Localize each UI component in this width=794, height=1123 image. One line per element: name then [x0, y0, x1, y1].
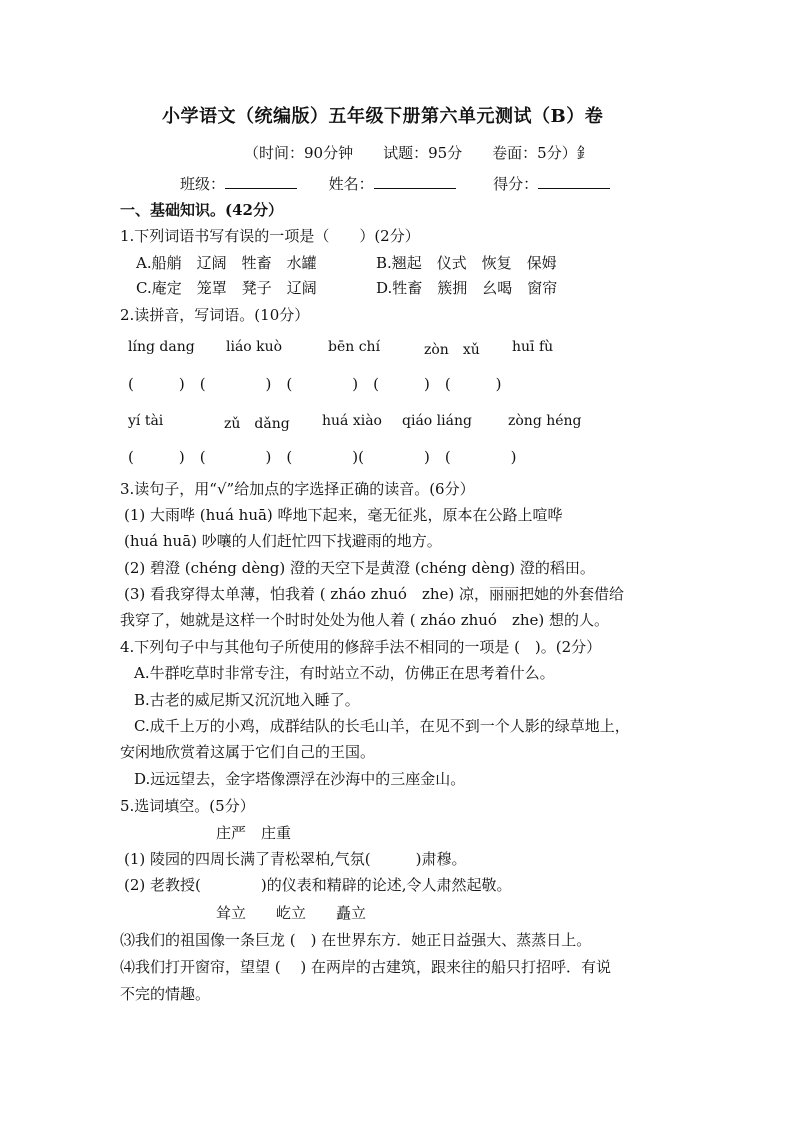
q5-line: ⑶我们的祖国像一条巨龙 ( ) 在世界东方．她正日益强大、蒸蒸日上。: [120, 931, 592, 949]
q4-option-c: C.成千上万的小鸡，成群结队的长毛山羊，在见不到一个人影的绿草地上，: [134, 717, 630, 735]
q1-option-c: C.庵定 笼罩 凳子 辽阔: [136, 279, 317, 297]
pinyin-6: yí tài: [128, 413, 164, 429]
q3-line: 我穿了，她就是这样一个时时处处为他人着 ( zháo zhuó zhe) 想的人。: [120, 611, 610, 629]
score-blank[interactable]: [538, 174, 610, 189]
pinyin-3: bēn chí: [328, 339, 381, 355]
q4-option-a: A.牛群吃草时非常专注，有时站立不动，仿佛正在思考着什么。: [134, 664, 555, 682]
q4-option-c-cont: 安闲地欣赏着这属于它们自己的王国。: [120, 743, 376, 761]
q3-line: (3) 看我穿得太单薄，怕我着 ( zháo zhuó zhe) 凉，丽丽把她的外套借给: [124, 585, 625, 603]
q5-stem: 5.选词填空。(5分）: [120, 797, 255, 815]
pinyin-10: zòng héng: [508, 413, 582, 429]
pinyin-2: liáo kuò: [226, 339, 283, 355]
q1-option-a: A.船艄 辽阔 牲畜 水罐: [136, 254, 317, 272]
q4-option-b: B.古老的威尼斯又沉沉地入睡了。: [134, 691, 360, 709]
pinyin-8: huá xiào: [322, 413, 382, 429]
class-blank[interactable]: [225, 174, 297, 189]
q3-stem: 3.读句子，用“√”给加点的字选择正确的读音。(6分）: [120, 480, 475, 498]
q1-option-b: B.翘起 仪式 恢复 保姆: [376, 254, 557, 272]
q1-option-d: D.牲畜 簇拥 幺喝 窗帘: [376, 279, 558, 297]
student-info-row: [180, 173, 610, 195]
answer-blanks-row2[interactable]: ( ) ( ) ( )( ) ( ): [128, 448, 517, 466]
q5-line: (1) 陵园的四周长满了青松翠柏,气氛( )肃穆。: [124, 850, 467, 868]
q1-stem: 1.下列词语书写有误的一项是（ ）(2分）: [120, 227, 420, 245]
q4-stem: 4.下列句子中与其他句子所使用的修辞手法不相同的一项是 ( )。(2分）: [120, 638, 602, 656]
q3-line: (huá huā) 吵嚷的人们赶忙四下找避雨的地方。: [124, 532, 442, 550]
exam-subtitle: （时间：90分钟 试题：95分 卷面：5分）釒: [244, 144, 592, 162]
q4-option-d: D.远远望去，金字塔像漂浮在沙海中的三座金山。: [134, 770, 466, 788]
q5-word-choices-2: 耸立 屹立 矗立: [216, 904, 367, 922]
q5-line: 不完的情趣。: [120, 985, 211, 1003]
pinyin-9: qiáo liáng: [402, 413, 472, 429]
class-label: 班级：: [180, 175, 226, 193]
name-blank[interactable]: [374, 174, 456, 189]
q3-line: (1) 大雨哗 (huá huā) 哗地下起来，毫无征兆，原本在公路上喧哗: [124, 506, 563, 524]
page-title: 小学语文（统编版）五年级下册第六单元测试（B）卷: [162, 106, 604, 127]
answer-blanks-row1[interactable]: ( ) ( ) ( ) ( ) ( ): [128, 375, 502, 393]
q3-line: (2) 碧澄 (chéng dèng) 澄的天空下是黄澄 (chéng dèng) 澄的稻田。: [124, 559, 595, 577]
q5-word-choices-1: 庄严 庄重: [216, 824, 292, 842]
pinyin-1: líng dang: [128, 339, 195, 355]
name-label: 姓名：: [328, 175, 374, 193]
q2-stem: 2.读拼音，写词语。(10分）: [120, 306, 310, 324]
pinyin-5: huī fù: [512, 339, 554, 355]
score-label: 得分：: [493, 175, 539, 193]
q5-line: ⑷我们打开窗帘，望望 ( ) 在两岸的古建筑，跟来往的船只打招呼．有说: [120, 958, 612, 976]
q5-line: (2) 老教授( )的仪表和精辟的论述,令人肃然起敬。: [124, 876, 512, 894]
pinyin-4: zòn xǔ: [424, 342, 480, 358]
pinyin-7: zǔ dǎng: [224, 416, 290, 432]
section-heading: 一、基础知识。(42分）: [120, 201, 283, 219]
